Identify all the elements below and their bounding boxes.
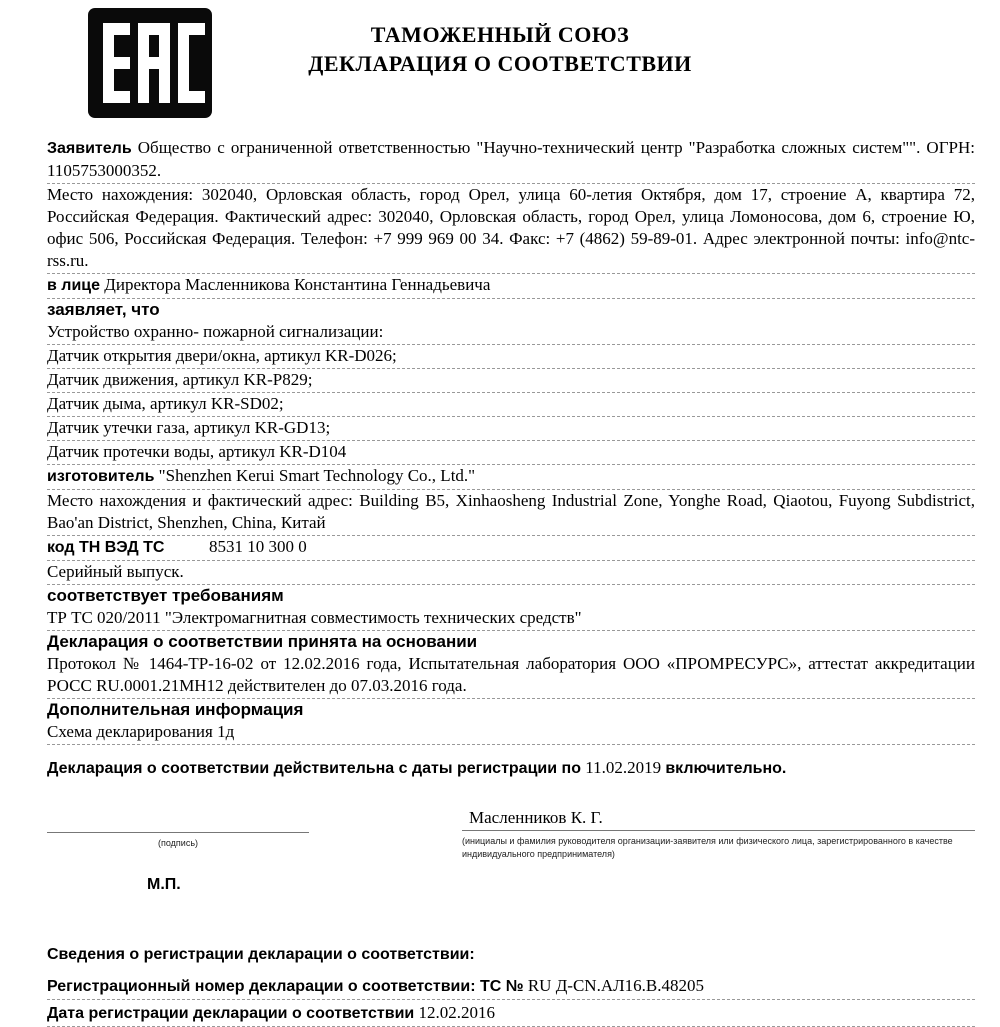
applicant-paragraph <box>47 137 975 184</box>
manufacturer-address-paragraph: Место нахождения и фактический адрес: Building B5, Xinhaosheng Industrial Zone, Yonghe Road, Qiaotou, Fuyong Subdistrict, Bao'an District, Shenzhen, China, Китай <box>47 490 975 536</box>
registration-date-value: 12.02.2016 <box>418 1003 495 1022</box>
validity-date: 11.02.2019 <box>585 758 662 777</box>
manufacturer-row <box>47 465 975 490</box>
name-caption: (инициалы и фамилия руководителя организации-заявителя или физического лица, зарегистрированного в качестве индивидуального предпринимателя) <box>462 836 953 859</box>
applicant-address-paragraph: Место нахождения: 302040, Орловская область, город Орел, улица 60-летия Октября, дом 17, строение А, квартира 72, Российская Федерация. Фактический адрес: 302040, Орловская область, город Орел, улица Ломоносова, дом 6, строение Ю, офис 506, Российская Федерация. Телефон: +7 999 969 00 34. Факс: +7 (4862) 59-89-01. Адрес электронной почты: info@ntc-rss.ru. <box>47 184 975 274</box>
applicant-text: Общество с ограниченной ответственностью "Научно-технический центр "Разработка сложных систем"". ОГРН: 1105753000352. <box>47 138 975 180</box>
tnved-row <box>47 536 975 561</box>
tnved-value: 8531 10 300 0 <box>209 537 307 556</box>
complies-heading: соответствует требованиям <box>47 586 284 605</box>
document-header <box>0 0 1000 134</box>
in-person-label: в лице <box>47 277 101 294</box>
basis-heading: Декларация о соответствии принята на основании <box>47 632 478 651</box>
registration-date-row <box>47 1002 975 1027</box>
product-intro: Устройство охранно- пожарной сигнализации: <box>47 321 975 345</box>
signature-area <box>47 806 975 894</box>
additional-info-heading: Дополнительная информация <box>47 700 304 719</box>
serial-row: Серийный выпуск. <box>47 561 975 585</box>
validity-row <box>47 757 975 780</box>
manufacturer-label: изготовитель <box>47 468 155 485</box>
applicant-label: Заявитель <box>47 140 132 157</box>
product-item: Датчик утечки газа, артикул KR-GD13; <box>47 417 975 441</box>
declares-heading: заявляет, что <box>47 300 160 319</box>
signature-right-column <box>462 806 975 894</box>
title-line-1: ТАМОЖЕННЫЙ СОЮЗ <box>370 22 630 47</box>
in-person-row <box>47 274 975 299</box>
product-item: Датчик открытия двери/окна, артикул KR-D026; <box>47 345 975 369</box>
signature-caption: (подпись) <box>157 838 199 848</box>
registration-number-label: Регистрационный номер декларации о соответствии: ТС № <box>47 978 524 995</box>
registration-number-value: RU Д-CN.АЛ16.В.48205 <box>527 976 704 995</box>
complies-text-row: ТР ТС 020/2011 "Электромагнитная совместимость технических средств" <box>47 607 975 631</box>
in-person-text: Директора Масленникова Константина Геннадьевича <box>104 275 491 294</box>
additional-info-text: Схема декларирования 1д <box>47 721 975 745</box>
basis-paragraph: Протокол № 1464-ТР-16-02 от 12.02.2016 года, Испытательная лаборатория ООО «ПРОМРЕСУРС», аттестат аккредитации РОСС RU.0001.21МН12 действителен до 07.03.2016 года. <box>47 653 975 699</box>
validity-suffix: включительно. <box>665 760 787 777</box>
registration-number-row <box>47 975 975 1000</box>
product-item: Датчик движения, артикул KR-P829; <box>47 369 975 393</box>
stamp-placeholder: М.П. <box>147 876 181 893</box>
title-line-2: ДЕКЛАРАЦИЯ О СООТВЕТСТВИИ <box>308 51 692 76</box>
validity-label: Декларация о соответствии действительна с даты регистрации по <box>47 760 581 777</box>
product-item: Датчик протечки воды, артикул KR-D104 <box>47 441 975 465</box>
signature-left-column <box>47 806 309 894</box>
registration-title: Сведения о регистрации декларации о соответствии: <box>47 946 475 963</box>
eac-logo <box>88 8 212 118</box>
signatory-name: Масленников К. Г. <box>469 808 603 827</box>
manufacturer-text: "Shenzhen Kerui Smart Technology Co., Ltd." <box>158 466 476 485</box>
registration-section <box>47 944 975 1027</box>
product-item: Датчик дыма, артикул KR-SD02; <box>47 393 975 417</box>
registration-date-label: Дата регистрации декларации о соответствии <box>47 1005 415 1022</box>
document-body <box>47 137 975 780</box>
tnved-label: код ТН ВЭД ТС <box>47 539 165 556</box>
